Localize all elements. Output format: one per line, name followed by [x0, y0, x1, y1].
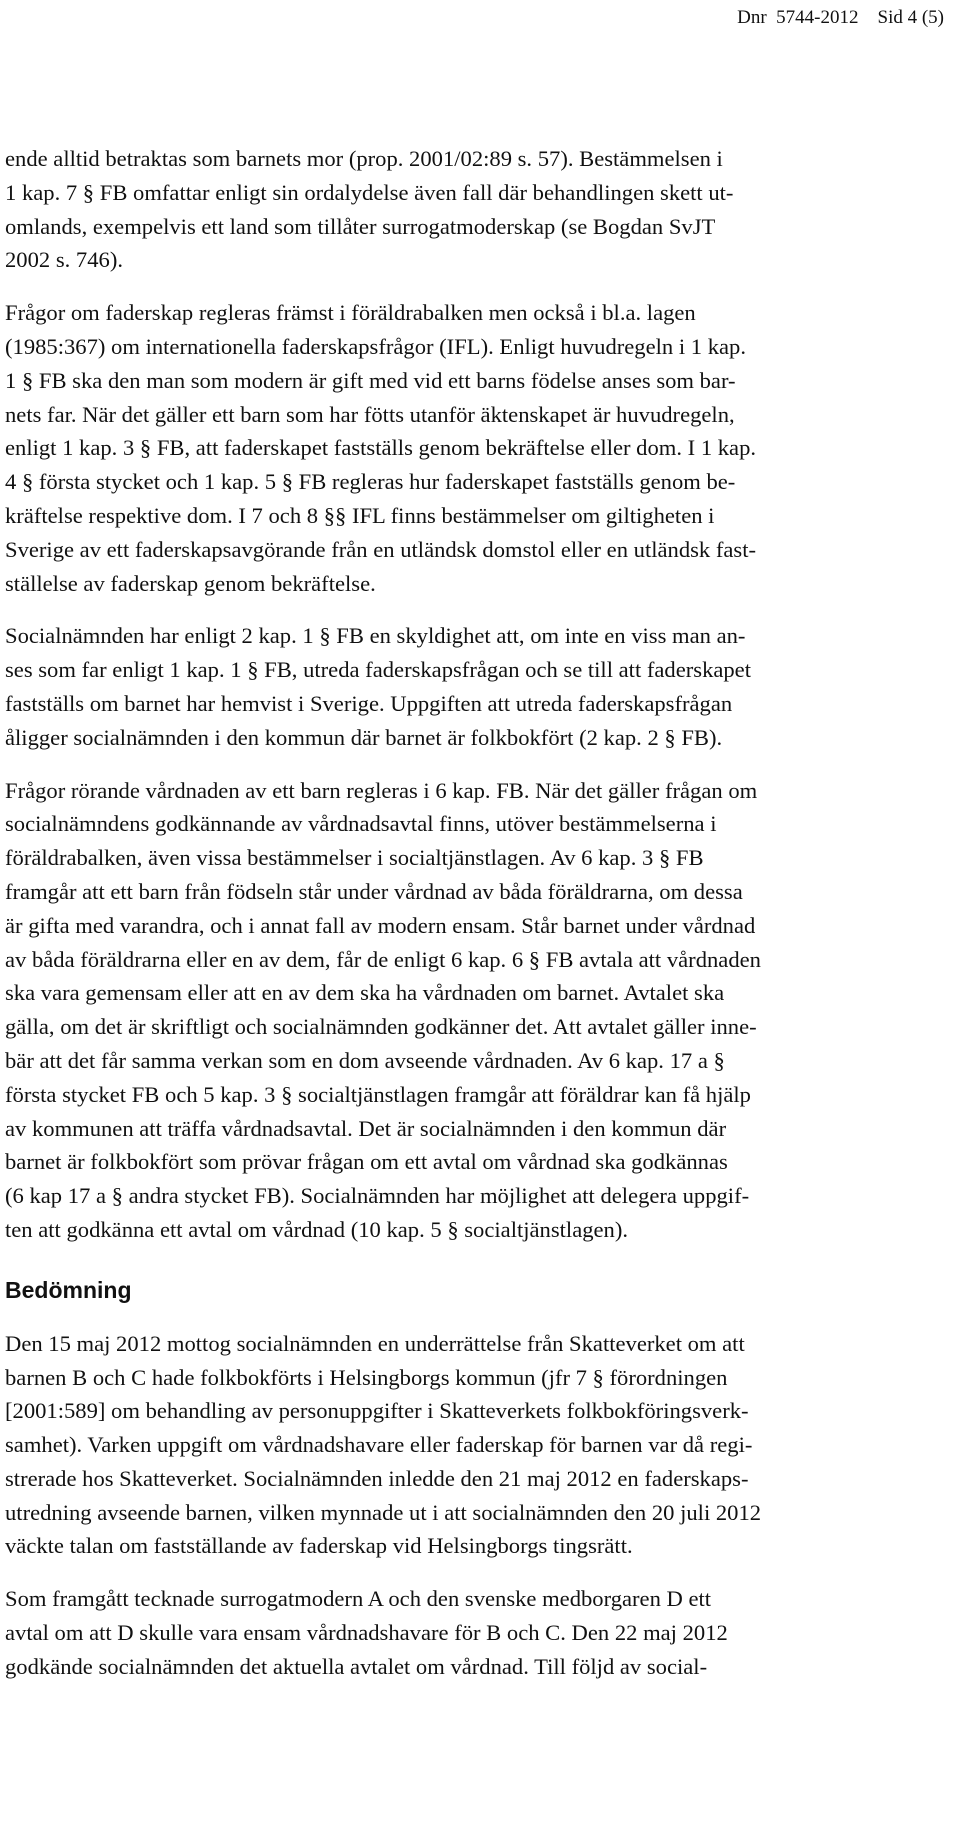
text-line: samhet). Varken uppgift om vårdnadshavare eller faderskap för barnen var då regi- — [5, 1432, 753, 1458]
dnr-label: Dnr — [737, 7, 767, 28]
text-line: (6 kap 17 a § andra stycket FB). Socialnämnden har möjlighet att delegera uppgif- — [5, 1183, 750, 1209]
paragraph — [5, 774, 950, 1247]
text-line: nets far. När det gäller ett barn som har fötts utanför äktenskapet är huvudregeln, — [5, 401, 735, 427]
text-line: utredning avseende barnen, vilken mynnade ut i att socialnämnden den 20 juli 2012 — [5, 1499, 762, 1525]
text-line: fastställs om barnet har hemvist i Sverige. Uppgiften att utreda faderskapsfrågan — [5, 690, 733, 716]
text-line: 1 § FB ska den man som modern är gift med vid ett barns födelse anses som bar- — [5, 367, 736, 393]
text-line: av båda föräldrarna eller en av dem, får de enligt 6 kap. 6 § FB avtala att vårdnaden — [5, 946, 761, 972]
paragraph — [5, 1327, 950, 1564]
text-line: Frågor om faderskap regleras främst i föräldrabalken men också i bl.a. lagen — [5, 300, 696, 326]
text-line: gälla, om det är skriftligt och socialnämnden godkänner det. Att avtalet gäller inne- — [5, 1014, 757, 1040]
text-line: avtal om att D skulle vara ensam vårdnadshavare för B och C. Den 22 maj 2012 — [5, 1620, 728, 1646]
page-number: Sid 4 (5) — [877, 7, 944, 28]
text-line: enligt 1 kap. 3 § FB, att faderskapet fastställs genom bekräftelse eller dom. I 1 kap. — [5, 435, 757, 461]
text-line: Den 15 maj 2012 mottog socialnämnden en underrättelse från Skatteverket om att — [5, 1330, 745, 1356]
text-line: framgår att ett barn från födseln står under vårdnad av båda föräldrarna, om dessa — [5, 878, 743, 904]
paragraph — [5, 142, 950, 277]
text-line: är gifta med varandra, och i annat fall av modern ensam. Står barnet under vårdnad — [5, 912, 756, 938]
text-line: 1 kap. 7 § FB omfattar enligt sin ordalydelse även fall där behandlingen skett ut- — [5, 179, 734, 205]
text-line: omlands, exempelvis ett land som tillåter surrogatmoderskap (se Bogdan SvJT — [5, 213, 716, 239]
text-line: Som framgått tecknade surrogatmodern A och den svenske medborgaren D ett — [5, 1586, 712, 1612]
text-line: ställelse av faderskap genom bekräftelse. — [5, 570, 376, 596]
text-line: [2001:589] om behandling av personuppgifter i Skatteverkets folkbokföringsverk- — [5, 1398, 749, 1424]
text-line: väckte talan om fastställande av faderskap vid Helsingborgs tingsrätt. — [5, 1533, 633, 1559]
dnr-number: 5744-2012 — [776, 7, 859, 28]
text-line: bär att det får samma verkan som en dom avseende vårdnaden. Av 6 kap. 17 a § — [5, 1047, 725, 1073]
text-line: föräldrabalken, även vissa bestämmelser i socialtjänstlagen. Av 6 kap. 3 § FB — [5, 845, 704, 871]
text-line: av kommunen att träffa vårdnadsavtal. Det är socialnämnden i den kommun där — [5, 1115, 727, 1141]
text-line: ses som far enligt 1 kap. 1 § FB, utreda faderskapsfrågan och se till att faderskapet — [5, 657, 751, 683]
text-line: ende alltid betraktas som barnets mor (prop. 2001/02:89 s. 57). Bestämmelsen i — [5, 146, 723, 171]
text-line: Frågor rörande vårdnaden av ett barn regleras i 6 kap. FB. När det gäller frågan om — [5, 777, 758, 803]
document-body — [5, 142, 950, 1684]
text-line: barnen B och C hade folkbokförts i Helsingborgs kommun (jfr 7 § förordningen — [5, 1364, 728, 1390]
text-line: Sverige av ett faderskapsavgörande från en utländsk domstol eller en utländsk fast- — [5, 536, 756, 562]
paragraph — [5, 296, 950, 600]
text-line: åligger socialnämnden i den kommun där barnet är folkbokfört (2 kap. 2 § FB). — [5, 724, 723, 750]
section-heading: Bedömning — [5, 1276, 132, 1303]
text-line: kräftelse respektive dom. I 7 och 8 §§ IFL finns bestämmelser om giltigheten i — [5, 502, 715, 528]
paragraph — [5, 1582, 950, 1683]
text-line: godkände socialnämnden det aktuella avtalet om vårdnad. Till följd av social- — [5, 1653, 708, 1679]
text-line: strerade hos Skatteverket. Socialnämnden inledde den 21 maj 2012 en faderskaps- — [5, 1465, 749, 1491]
text-line: 4 § första stycket och 1 kap. 5 § FB regleras hur faderskapet fastställs genom be- — [5, 469, 736, 495]
text-line: barnet är folkbokfört som prövar frågan om ett avtal om vårdnad ska godkännas — [5, 1149, 728, 1175]
text-line: 2002 s. 746). — [5, 247, 123, 273]
text-line: första stycket FB och 5 kap. 3 § socialtjänstlagen framgår att föräldrar kan få hjälp — [5, 1081, 751, 1107]
paragraph — [5, 619, 950, 754]
page-header — [737, 6, 944, 30]
text-line: (1985:367) om internationella faderskapsfrågor (IFL). Enligt huvudregeln i 1 kap. — [5, 333, 746, 359]
text-line: ska vara gemensam eller att en av dem ska ha vårdnaden om barnet. Avtalet ska — [5, 980, 725, 1006]
text-line: Socialnämnden har enligt 2 kap. 1 § FB en skyldighet att, om inte en viss man an- — [5, 623, 746, 649]
text-line: socialnämndens godkännande av vårdnadsavtal finns, utöver bestämmelserna i — [5, 811, 717, 837]
text-line: ten att godkänna ett avtal om vårdnad (10 kap. 5 § socialtjänstlagen). — [5, 1216, 629, 1242]
